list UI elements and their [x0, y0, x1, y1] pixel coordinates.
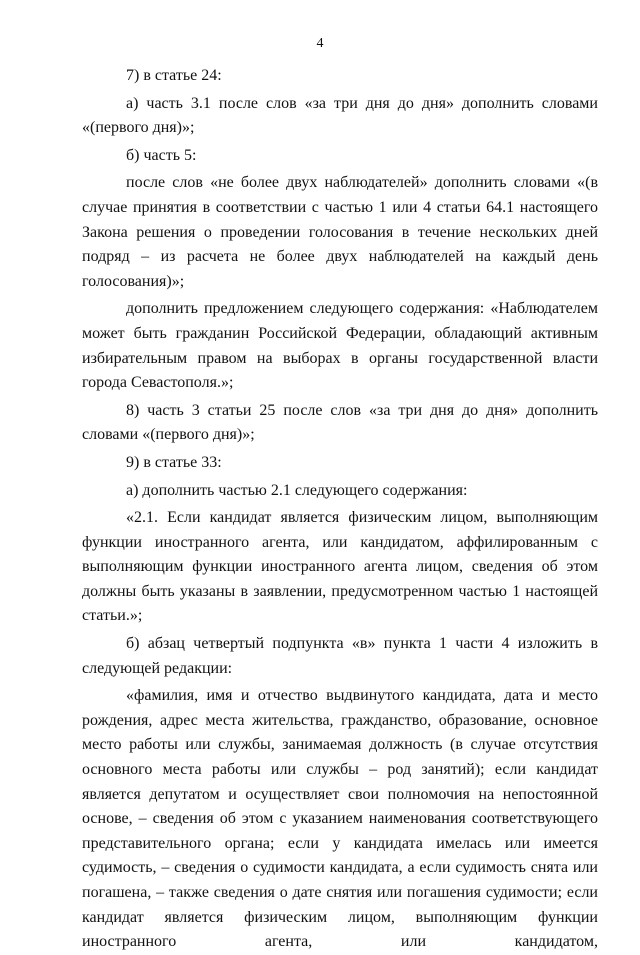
paragraph-observer-sentence: дополнить предложением следующего содержания: «Наблюдателем может быть гражданин Российской Федерации, обладающий активным избирательным правом на выборах в органы государственной власти города Севастополя.»; [82, 300, 598, 392]
paragraph-item-9: 9) в статье 33: [126, 453, 222, 471]
paragraph-observers-amendment: после слов «не более двух наблюдателей» дополнить словами «(в случае принятия в соответствии с частью 1 или 4 статьи 64.1 настоящего Закона решения о проведении голосования в течение нескольких дней подряд – из расчета не более двух наблюдателей на каждый день голосования)»; [82, 174, 598, 290]
paragraph-item-7a: а) часть 3.1 после слов «за три дня до дня» дополнить словами «(первого дня)»; [82, 94, 598, 137]
paragraph-part-2-1: «2.1. Если кандидат является физическим лицом, выполняющим функции иностранного агента, или кандидатом, аффилированным с выполняющим функции иностранного агента лицом, сведения об этом должны быть указаны в заявлении, предусмотренном частью 1 настоящей статьи.»; [82, 509, 598, 625]
document-body [82, 64, 598, 955]
paragraph-item-9a: а) дополнить частью 2.1 следующего содержания: [126, 481, 468, 499]
paragraph-item-9b: б) абзац четвертый подпункта «в» пункта 1 части 4 изложить в следующей редакции: [82, 635, 598, 677]
paragraph-item-8: 8) часть 3 статьи 25 после слов «за три дня до дня» дополнить словами «(первого дня)»; [82, 401, 598, 444]
paragraph-candidate-details: «фамилия, имя и отчество выдвинутого кандидата, дата и место рождения, адрес места жительства, гражданство, образование, основное место работы или службы, занимаемая должность (в случае отсутствия основного места работы или службы – род занятий); если кандидат является депутатом и осуществляет свои полномочия на непостоянной основе, – сведения об этом с указанием наименования соответствующего представительного органа; если у кандидата имелась или имеется судимость, – сведения о судимости кандидата, а если судимость снята или погашена, – также сведения о дате снятия или погашения судимости; если кандидат является физическим лицом, выполняющим функции иностранного агента, или кандидатом, [82, 687, 598, 951]
paragraph-item-7b: б) часть 5: [126, 146, 197, 164]
page-number: 4 [316, 36, 324, 51]
paragraph-item-7: 7) в статье 24: [126, 67, 222, 84]
